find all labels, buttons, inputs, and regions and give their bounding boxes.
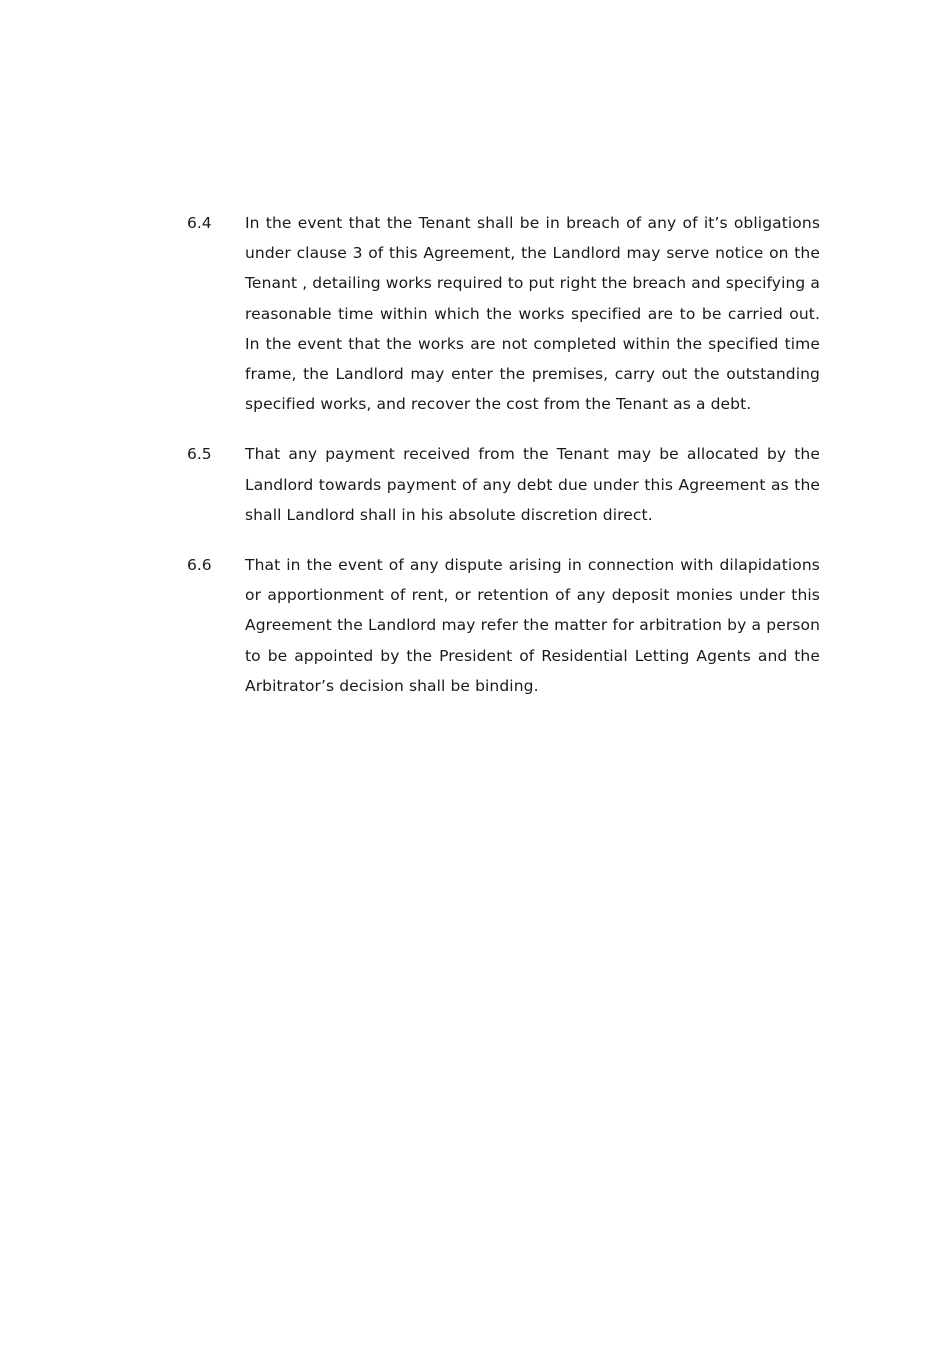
clause-6-5 bbox=[187, 439, 820, 530]
clause-text: That any payment received from the Tenant may be allocated by the Landlord towards payment of any debt due under this Agreement as the shall Landlord shall in his absolute discretion direct. bbox=[245, 445, 820, 524]
clause-list bbox=[187, 208, 820, 721]
clause-6-6 bbox=[187, 550, 820, 701]
clause-number: 6.5 bbox=[187, 445, 212, 464]
clause-text: That in the event of any dispute arising in connection with dilapidations or apportionment of rent, or retention of any deposit monies under this Agreement the Landlord may refer the matter for arbitration by a person to be appointed by the President of Residential Letting Agents and the Arbitrator’s decision shall be binding. bbox=[245, 556, 820, 695]
clause-number: 6.4 bbox=[187, 214, 212, 232]
clause-number: 6.6 bbox=[187, 556, 212, 575]
clause-text: In the event that the Tenant shall be in breach of any of it’s obligations under clause 3 of this Agreement, the Landlord may serve notice on the Tenant , detailing works required to put right the breach and specifying a reasonable time within which the works specified are to be carried out. In the event that the works are not completed within the specified time frame, the Landlord may enter the premises, carry out the outstanding specified works, and recover the cost from the Tenant as a debt. bbox=[245, 214, 820, 414]
clause-6-4 bbox=[187, 208, 820, 419]
